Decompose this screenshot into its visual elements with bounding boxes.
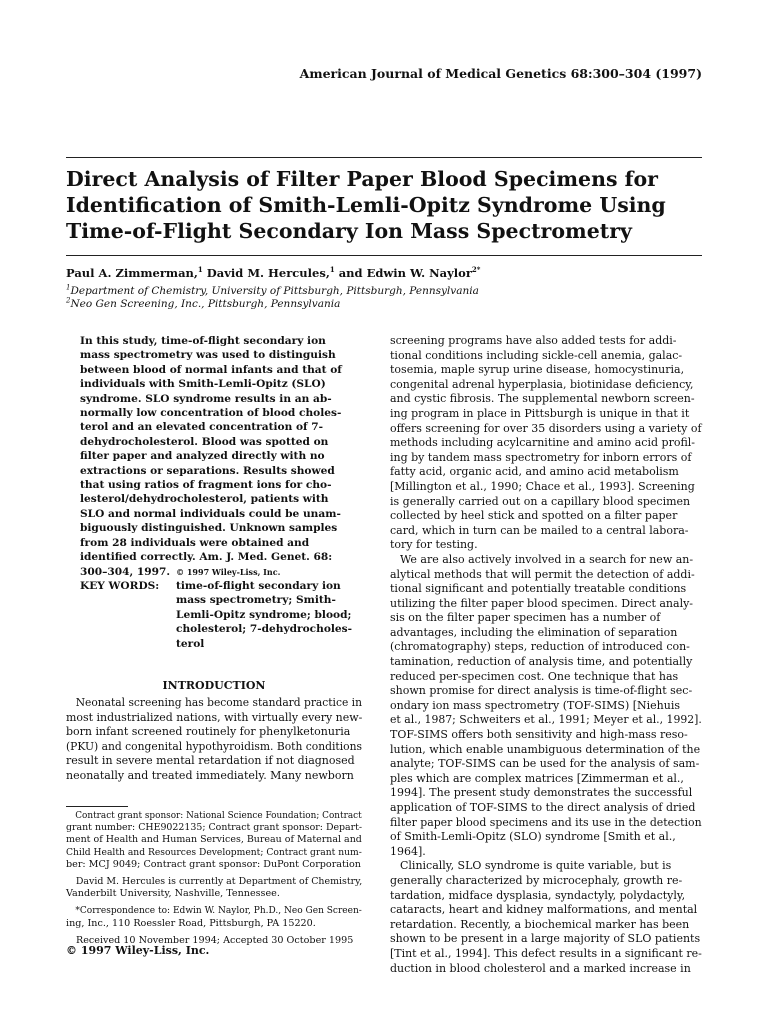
body-line: shown promise for direct analysis is time-of-flight sec- <box>390 684 693 698</box>
body-line: utilizing the filter paper blood specimen. Direct analy- <box>390 596 694 610</box>
abstract-line: from 28 individuals were obtained and <box>80 536 310 549</box>
keywords-label: KEY WORDS: <box>80 580 160 592</box>
introduction-text <box>66 696 362 784</box>
abstract <box>80 334 362 579</box>
body-line: lution, which enable unambiguous determination of the <box>390 742 701 756</box>
body-line: card, which in turn can be mailed to a central labora- <box>390 523 689 537</box>
body-line: TOF-SIMS offers both sensitivity and high-mass reso- <box>390 728 688 742</box>
body-line: congenital adrenal hyperplasia, biotinidase deficiency, <box>390 377 694 391</box>
body-line: screening programs have also added tests for addi- <box>390 334 677 347</box>
title-bottom-rule <box>66 255 702 256</box>
affiliation-mark: 1 <box>66 283 71 292</box>
body-line: [Millington et al., 1990; Chace et al., 1993]. Screening <box>390 479 695 493</box>
body-line: analyte; TOF-SIMS can be used for the analysis of sam- <box>390 757 700 771</box>
abstract-line: between blood of normal infants and that of <box>80 363 342 376</box>
body-line: tional significant and potentially treatable conditions <box>390 582 687 596</box>
title-line: Direct Analysis of Filter Paper Blood Specimens for <box>66 167 658 191</box>
body-line: reduced per-specimen cost. One technique that has <box>390 669 679 683</box>
keywords-line: Lemli-Opitz syndrome; blood; <box>176 608 352 621</box>
body-line: ondary ion mass spectrometry (TOF-SIMS) [Niehuis <box>390 698 681 712</box>
keywords-line: cholesterol; 7-dehydrocholes- <box>176 623 353 636</box>
body-text-right-column <box>390 334 702 976</box>
body-line: duction in blood cholesterol and a marked increase in <box>390 961 691 975</box>
body-line: ples which are complex matrices [Zimmerman et al., <box>390 771 684 785</box>
intro-line: neonatally and treated immediately. Many newborn <box>66 768 354 782</box>
body-line: We are also actively involved in a search for new an- <box>400 552 694 566</box>
footnote-line: Vanderbilt University, Nashville, Tennessee. <box>66 888 280 900</box>
author-affil-mark: 2* <box>471 265 481 275</box>
affiliation-mark: 2 <box>66 296 71 305</box>
keywords-line: time-of-flight secondary ion <box>176 580 341 592</box>
body-line: collected by heel stick and spotted on a filter paper <box>390 509 678 523</box>
abstract-line: normally low concentration of blood choles- <box>80 407 342 420</box>
abstract-line: individuals with Smith-Lemli-Opitz (SLO) <box>80 378 326 391</box>
abstract-line: biguously distinguished. Unknown samples <box>80 522 338 535</box>
footnote-line: *Correspondence to: Edwin W. Naylor, Ph.D., Neo Gen Screen- <box>75 905 362 917</box>
body-line: ing program in place in Pittsburgh is unique in that it <box>390 406 690 420</box>
body-line: tory for testing. <box>390 538 478 552</box>
author-affil-mark: 1 <box>197 265 203 275</box>
footnote-line: ber: MCJ 9049; Contract grant sponsor: DuPont Corporation <box>66 858 361 870</box>
body-line: methods including acylcarnitine and amino acid profil- <box>390 436 696 450</box>
body-line: sis on the filter paper specimen has a number of <box>390 611 661 625</box>
keywords-line: terol <box>176 637 205 650</box>
abstract-line: SLO and normal individuals could be unam- <box>80 507 341 520</box>
footnote-line: grant number: CHE9022135; Contract grant sponsor: Depart- <box>66 822 363 834</box>
body-line: application of TOF-SIMS to the direct analysis of dried <box>390 801 696 814</box>
body-line: et al., 1987; Schweiters et al., 1991; Meyer et al., 1992]. <box>390 713 702 727</box>
abstract-line: identified correctly. Am. J. Med. Genet. 68: <box>80 551 333 564</box>
body-line: 1994]. The present study demonstrates the successful <box>390 786 693 800</box>
body-line: retardation. Recently, a biochemical marker has been <box>390 917 690 931</box>
intro-line: (PKU) and congenital hypothyroidism. Both conditions <box>66 739 363 753</box>
abstract-line: dehydrocholesterol. Blood was spotted on <box>80 435 329 448</box>
abstract-line: syndrome. SLO syndrome results in an ab- <box>80 392 332 405</box>
abstract-line: lesterol/dehydrocholesterol, patients with <box>80 493 329 506</box>
abstract-line: extractions or separations. Results showed <box>80 464 335 477</box>
title-top-rule <box>66 157 702 158</box>
body-line: filter paper blood specimens and its use in the detection <box>390 815 702 829</box>
abstract-line <box>80 565 362 579</box>
copyright: © 1997 Wiley-Liss, Inc. <box>66 944 210 957</box>
body-line: tional conditions including sickle-cell anemia, galac- <box>390 348 683 362</box>
body-line: tosemia, maple syrup urine disease, homocystinuria, <box>390 363 685 377</box>
author-name: Paul A. Zimmerman, <box>66 266 198 280</box>
affiliation-text: Department of Chemistry, University of Pittsburgh, Pittsburgh, Pennsylvania <box>70 285 479 297</box>
author-name: and Edwin W. Naylor <box>334 266 472 280</box>
intro-line: born infant screened routinely for phenylketonuria <box>66 725 351 739</box>
section-heading-introduction: INTRODUCTION <box>162 679 266 692</box>
body-line: 1964]. <box>390 844 426 858</box>
author-affil-mark: 1 <box>329 265 335 275</box>
keywords-line: mass spectrometry; Smith- <box>176 594 336 607</box>
body-line: of Smith-Lemli-Opitz (SLO) syndrome [Smith et al., <box>390 830 676 844</box>
body-line: alytical methods that will permit the detection of addi- <box>390 567 695 581</box>
title-line: Identification of Smith-Lemli-Opitz Syndrome Using <box>66 193 666 217</box>
footnote-line: David M. Hercules is currently at Department of Chemistry, <box>75 876 363 888</box>
body-line: is generally carried out on a capillary blood specimen <box>390 494 691 508</box>
body-line: (chromatography) steps, reduction of introduced con- <box>390 640 690 654</box>
body-line: [Tint et al., 1994]. This defect results in a significant re- <box>390 946 702 960</box>
abstract-citation: 300–304, 1997. <box>80 565 171 578</box>
abstract-line: that using ratios of fragment ions for cho- <box>80 479 332 492</box>
body-line: Clinically, SLO syndrome is quite variable, but is <box>400 859 672 873</box>
footnote-line: Contract grant sponsor: National Science Foundation; Contract <box>75 810 362 821</box>
author-name: David M. Hercules, <box>202 266 330 280</box>
intro-line: result in severe mental retardation if not diagnosed <box>66 754 355 768</box>
body-line: cataracts, heart and kidney malformations, and mental <box>390 903 698 917</box>
body-line: and cystic fibrosis. The supplemental newborn screen- <box>390 392 695 406</box>
footnote-rule <box>66 806 128 807</box>
affiliation-text: Neo Gen Screening, Inc., Pittsburgh, Pennsylvania <box>70 298 341 310</box>
body-line: ing by tandem mass spectrometry for inborn errors of <box>390 450 692 464</box>
author-list <box>66 265 702 281</box>
footnote-received: Received 10 November 1994; Accepted 30 October 1995 <box>76 934 354 946</box>
abstract-copyright: © 1997 Wiley-Liss, Inc. <box>176 566 281 577</box>
abstract-line: mass spectrometry was used to distinguish <box>80 349 336 362</box>
body-line: offers screening for over 35 disorders using a variety of <box>390 421 702 435</box>
intro-line: most industrialized nations, with virtually every new- <box>66 710 363 724</box>
footnote-line: ment of Health and Human Services, Bureau of Maternal and <box>66 834 362 846</box>
body-line: advantages, including the elimination of separation <box>390 625 678 639</box>
footnotes <box>66 810 362 947</box>
body-line: tamination, reduction of analysis time, and potentially <box>390 655 693 669</box>
body-line: tardation, midface dysplasia, syndactyly, polydactyly, <box>390 888 686 902</box>
abstract-line: filter paper and analyzed directly with no <box>80 450 325 463</box>
article-title <box>66 166 702 244</box>
body-line: fatty acid, organic acid, and amino acid metabolism <box>390 465 679 479</box>
journal-header: American Journal of Medical Genetics 68:300–304 (1997) <box>299 66 702 81</box>
abstract-line: terol and an elevated concentration of 7- <box>80 421 324 434</box>
intro-line: Neonatal screening has become standard practice in <box>75 696 362 709</box>
footnote-line: ing, Inc., 110 Roessler Road, Pittsburgh, PA 15220. <box>66 917 316 929</box>
affiliation <box>66 284 702 298</box>
affiliation <box>66 297 702 311</box>
keywords-text <box>176 579 362 651</box>
body-line: generally characterized by microcephaly, growth re- <box>390 873 683 887</box>
footnote-line: Child Health and Resources Development; Contract grant num- <box>66 846 362 858</box>
title-line: Time-of-Flight Secondary Ion Mass Spectrometry <box>66 219 632 243</box>
abstract-line: In this study, time-of-flight secondary ion <box>80 335 326 347</box>
body-line: shown to be present in a large majority of SLO patients <box>390 932 701 946</box>
